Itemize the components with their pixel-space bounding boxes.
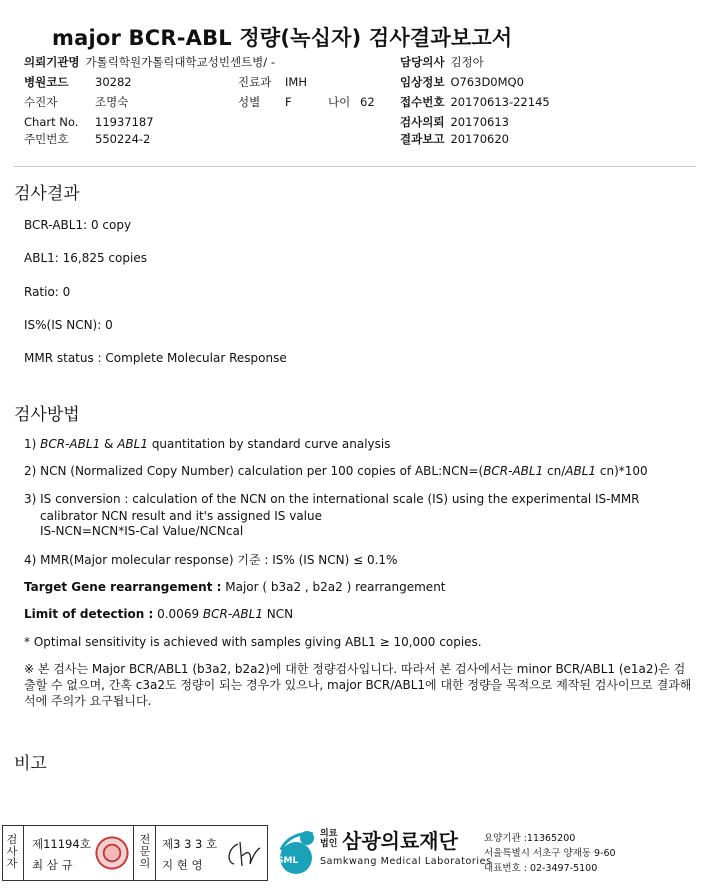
method-step-3-line-3: IS-NCN=NCN*IS-Cal Value/NCNcal [40, 524, 244, 538]
method-2-mid: cn/ [543, 464, 566, 478]
method-2-post: cn)*100 [596, 464, 648, 478]
report-date-row [400, 132, 509, 147]
doctor-value: 김정아 [450, 55, 484, 69]
receipt-no-label: 접수번호 [400, 95, 445, 109]
clinical-info-value: O763D0MQ0 [450, 75, 524, 89]
sml-logo [273, 828, 319, 876]
patient-label: 수진자 [24, 95, 58, 109]
method-1-gene-bcr-abl1: BCR-ABL1 [40, 437, 101, 451]
sex-value: F [285, 95, 292, 109]
report-title: major BCR-ABL 정량(녹십자) 검사결과보고서 [52, 26, 513, 50]
target-gene-value: Major ( b3a2 , b2a2 ) rearrangement [225, 580, 446, 594]
institution-value: 가톨릭학원가톨릭대학교성빈센트병/ - [85, 55, 275, 69]
specialist-license: 제3 3 3 호 [162, 837, 218, 851]
method-1-gene-abl1: ABL1 [117, 437, 148, 451]
examiner-seal-stamp [95, 836, 129, 870]
receipt-no-value: 20170613-22145 [450, 95, 550, 109]
lod-row [24, 607, 293, 622]
method-step-3-line-2: calibrator NCN result and it's assigned IS value [40, 509, 322, 523]
lod-label: Limit of detection : [24, 607, 154, 621]
clinical-info-row [400, 75, 524, 90]
signature-divider-1 [23, 825, 24, 881]
sex-label: 성별 [238, 95, 261, 109]
method-heading: 검사방법 [14, 405, 80, 425]
clinical-info-label: 임상정보 [400, 75, 445, 89]
chart-no-value: 11937187 [95, 115, 154, 129]
lod-value: 0.0069 [157, 607, 200, 621]
method-step-2 [24, 464, 648, 479]
care-code: 요양기관 :11365200 [484, 833, 576, 844]
dept-value: IMH [285, 75, 307, 89]
mmr-status-result: MMR status : Complete Molecular Response [24, 351, 287, 365]
ratio-result: Ratio: 0 [24, 285, 71, 299]
report-date-value: 20170620 [450, 132, 509, 146]
dept-label: 진료과 [238, 75, 272, 89]
corp-small-1: 의료 [320, 829, 338, 839]
method-step-3-line-1: 3) IS conversion : calculation of the NCN on the international scale (IS) using the experimental IS-MMR [24, 492, 640, 506]
corp-small-2: 법인 [320, 839, 338, 849]
is-ncn-result: IS%(IS NCN): 0 [24, 318, 113, 332]
method-2-gene-abl1: ABL1 [565, 464, 597, 478]
examiner-name: 최 삼 규 [32, 858, 73, 872]
signature-divider-3 [155, 825, 156, 881]
foundation-english: Samkwang Medical Laboratories [320, 856, 492, 867]
logo-text: SML [277, 856, 299, 866]
target-gene-row [24, 580, 446, 595]
corp-label [320, 829, 337, 849]
age-value: 62 [360, 95, 375, 109]
hospital-code-value: 30282 [95, 75, 132, 89]
doctor-row [400, 55, 484, 70]
remarks-heading: 비고 [14, 754, 47, 774]
specialist-label: 전문의 [139, 833, 151, 870]
request-date-label: 검사의뢰 [400, 115, 445, 129]
phone: 대표번호 : 02-3497-5100 [484, 863, 598, 874]
age-label: 나이 [328, 95, 351, 109]
method-step-1 [24, 437, 391, 452]
sml-logo-icon [273, 828, 319, 876]
receipt-row [400, 95, 550, 110]
method-2-gene-bcr-abl1: BCR-ABL1 [483, 464, 544, 478]
address: 서울특별시 서초구 양재동 9-60 [484, 848, 616, 859]
method-1-text: quantitation by standard curve analysis [151, 437, 391, 451]
method-1-amp: & [104, 437, 114, 451]
header-divider [14, 166, 696, 167]
institution-label: 의뢰기관명 [24, 55, 80, 69]
target-gene-label: Target Gene rearrangement : [24, 580, 222, 594]
institution-row [24, 55, 275, 70]
request-date-row [400, 115, 509, 130]
doctor-label: 담당의사 [400, 55, 445, 69]
examiner-label: 검사자 [6, 833, 18, 870]
specialist-name: 지 현 영 [162, 858, 203, 872]
hospital-code-row [24, 75, 68, 90]
report-date-label: 결과보고 [400, 132, 445, 146]
abl1-result: ABL1: 16,825 copies [24, 251, 147, 265]
request-date-value: 20170613 [450, 115, 509, 129]
lod-gene: BCR-ABL1 [202, 607, 263, 621]
patient-value: 조명숙 [95, 95, 129, 109]
method-step-4: 4) MMR(Major molecular response) 기준 : IS% (IS NCN) ≤ 0.1% [24, 553, 398, 567]
method-1-number: 1) [24, 437, 37, 451]
bcr-abl1-result: BCR-ABL1: 0 copy [24, 218, 132, 232]
notice-text: ※ 본 검사는 Major BCR/ABL1 (b3a2, b2a2)에 대한 정량검사입니다. 따라서 본 검사에서는 minor BCR/ABL1 (e1a2)은 검출할 수 없으며, 간혹 c3a2도 정량이 되는 경우가 있으나, major BCR/ABL1에 대한 정량을 목적으로 제작된 검사이므로 결과해석에 주의가 요구됩니다. [24, 662, 692, 708]
signature-divider-2 [133, 825, 134, 881]
lod-unit: NCN [266, 607, 294, 621]
hospital-code-label: 병원코드 [24, 75, 69, 89]
results-heading: 검사결과 [14, 184, 80, 204]
resident-no-label: 주민번호 [24, 132, 69, 146]
method-2-pre: 2) NCN (Normalized Copy Number) calculation per 100 copies of ABL:NCN=( [24, 464, 484, 478]
resident-no-value: 550224-2 [95, 132, 151, 146]
foundation-name: 삼광의료재단 [342, 829, 458, 853]
examiner-license: 제11194호 [32, 837, 91, 851]
chart-no-label: Chart No. [24, 115, 79, 129]
specialist-signature [224, 838, 262, 870]
sensitivity-note: * Optimal sensitivity is achieved with samples giving ABL1 ≥ 10,000 copies. [24, 635, 482, 649]
